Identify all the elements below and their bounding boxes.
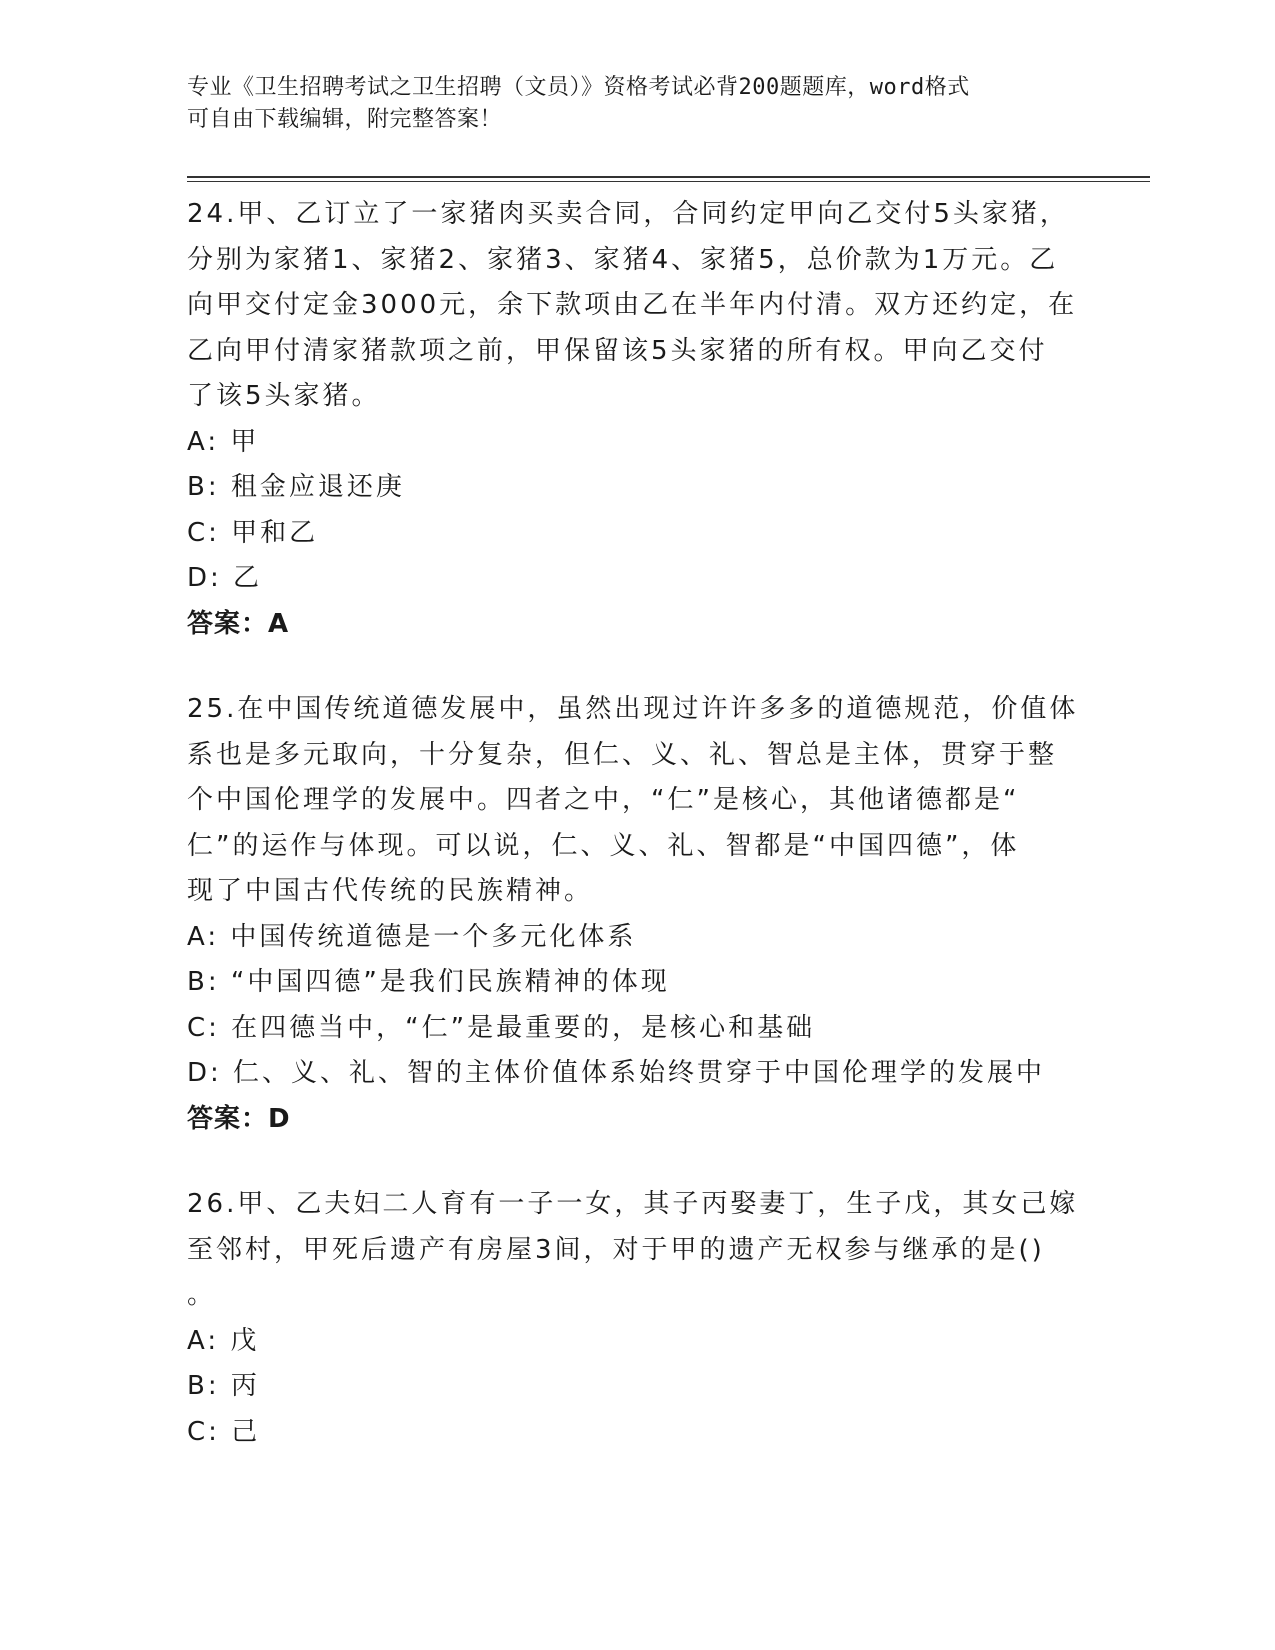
- option-b: B: 丙: [187, 1371, 260, 1401]
- question-stem-line: 分别为家猪1、家猪2、家猪3、家猪4、家猪5，总价款为1万元。乙: [187, 244, 1059, 275]
- question-stem-line: 至邻村，甲死后遗产有房屋3间，对于甲的遗产无权参与继承的是(): [187, 1234, 1045, 1265]
- option-d: D: 仁、义、礼、智的主体价值体系始终贯穿于中国伦理学的发展中: [187, 1058, 1046, 1088]
- option-a: A: 戊: [187, 1325, 260, 1356]
- option-d: D: 乙: [187, 563, 263, 593]
- header-divider-thin: [187, 181, 1150, 182]
- question-stem-line: 乙向甲付清家猪款项之前，甲保留该5头家猪的所有权。甲向乙交付: [187, 335, 1048, 366]
- question-stem-line: 25.在中国传统道德发展中，虽然出现过许许多多的道德规范，价值体: [187, 694, 1079, 724]
- question-stem-line: 向甲交付定金3000元，余下款项由乙在半年内付清。双方还约定，在: [187, 290, 1078, 320]
- option-b: B: “中国四德”是我们民族精神的体现: [187, 967, 670, 997]
- option-a: A: 甲: [187, 426, 260, 457]
- question-stem-line: 26.甲、乙夫妇二人育有一子一女，其子丙娶妻丁，生子戊，其女己嫁: [187, 1189, 1079, 1219]
- answer-label: 答案：A: [187, 608, 290, 639]
- question-stem-line: 个中国伦理学的发展中。四者之中，“仁”是核心，其他诸德都是“: [187, 785, 1020, 815]
- header-line-2: 可自由下载编辑，附完整答案！: [187, 107, 503, 132]
- question-26: [187, 1182, 1087, 1455]
- option-c: C: 在四德当中，“仁”是最重要的，是核心和基础: [187, 1012, 816, 1043]
- option-a: A: 中国传统道德是一个多元化体系: [187, 921, 637, 952]
- option-b: B: 租金应退还庚: [187, 472, 405, 502]
- option-c: C: 甲和乙: [187, 517, 319, 548]
- question-24: [187, 192, 1087, 647]
- question-stem-line: 24.甲、乙订立了一家猪肉买卖合同，合同约定甲向乙交付5头家猪，: [187, 199, 1069, 229]
- answer-label: 答案：D: [187, 1103, 291, 1134]
- question-25: [187, 687, 1087, 1142]
- question-stem-line: 了该5头家猪。: [187, 381, 381, 411]
- question-list: [187, 192, 1087, 1495]
- header-divider-thick: [187, 176, 1150, 178]
- question-stem-line: 现了中国古代传统的民族精神。: [187, 876, 594, 906]
- option-c: C: 己: [187, 1416, 261, 1447]
- document-header: [187, 72, 1087, 136]
- question-stem-line: 。: [187, 1280, 217, 1310]
- question-stem-line: 系也是多元取向，十分复杂，但仁、义、礼、智总是主体，贯穿于整: [187, 739, 1058, 770]
- header-line-1: 专业《卫生招聘考试之卫生招聘（文员）》资格考试必背200题题库，word格式: [187, 75, 970, 100]
- question-stem-line: 仁”的运作与体现。可以说，仁、义、礼、智都是“中国四德”，体: [187, 830, 1020, 861]
